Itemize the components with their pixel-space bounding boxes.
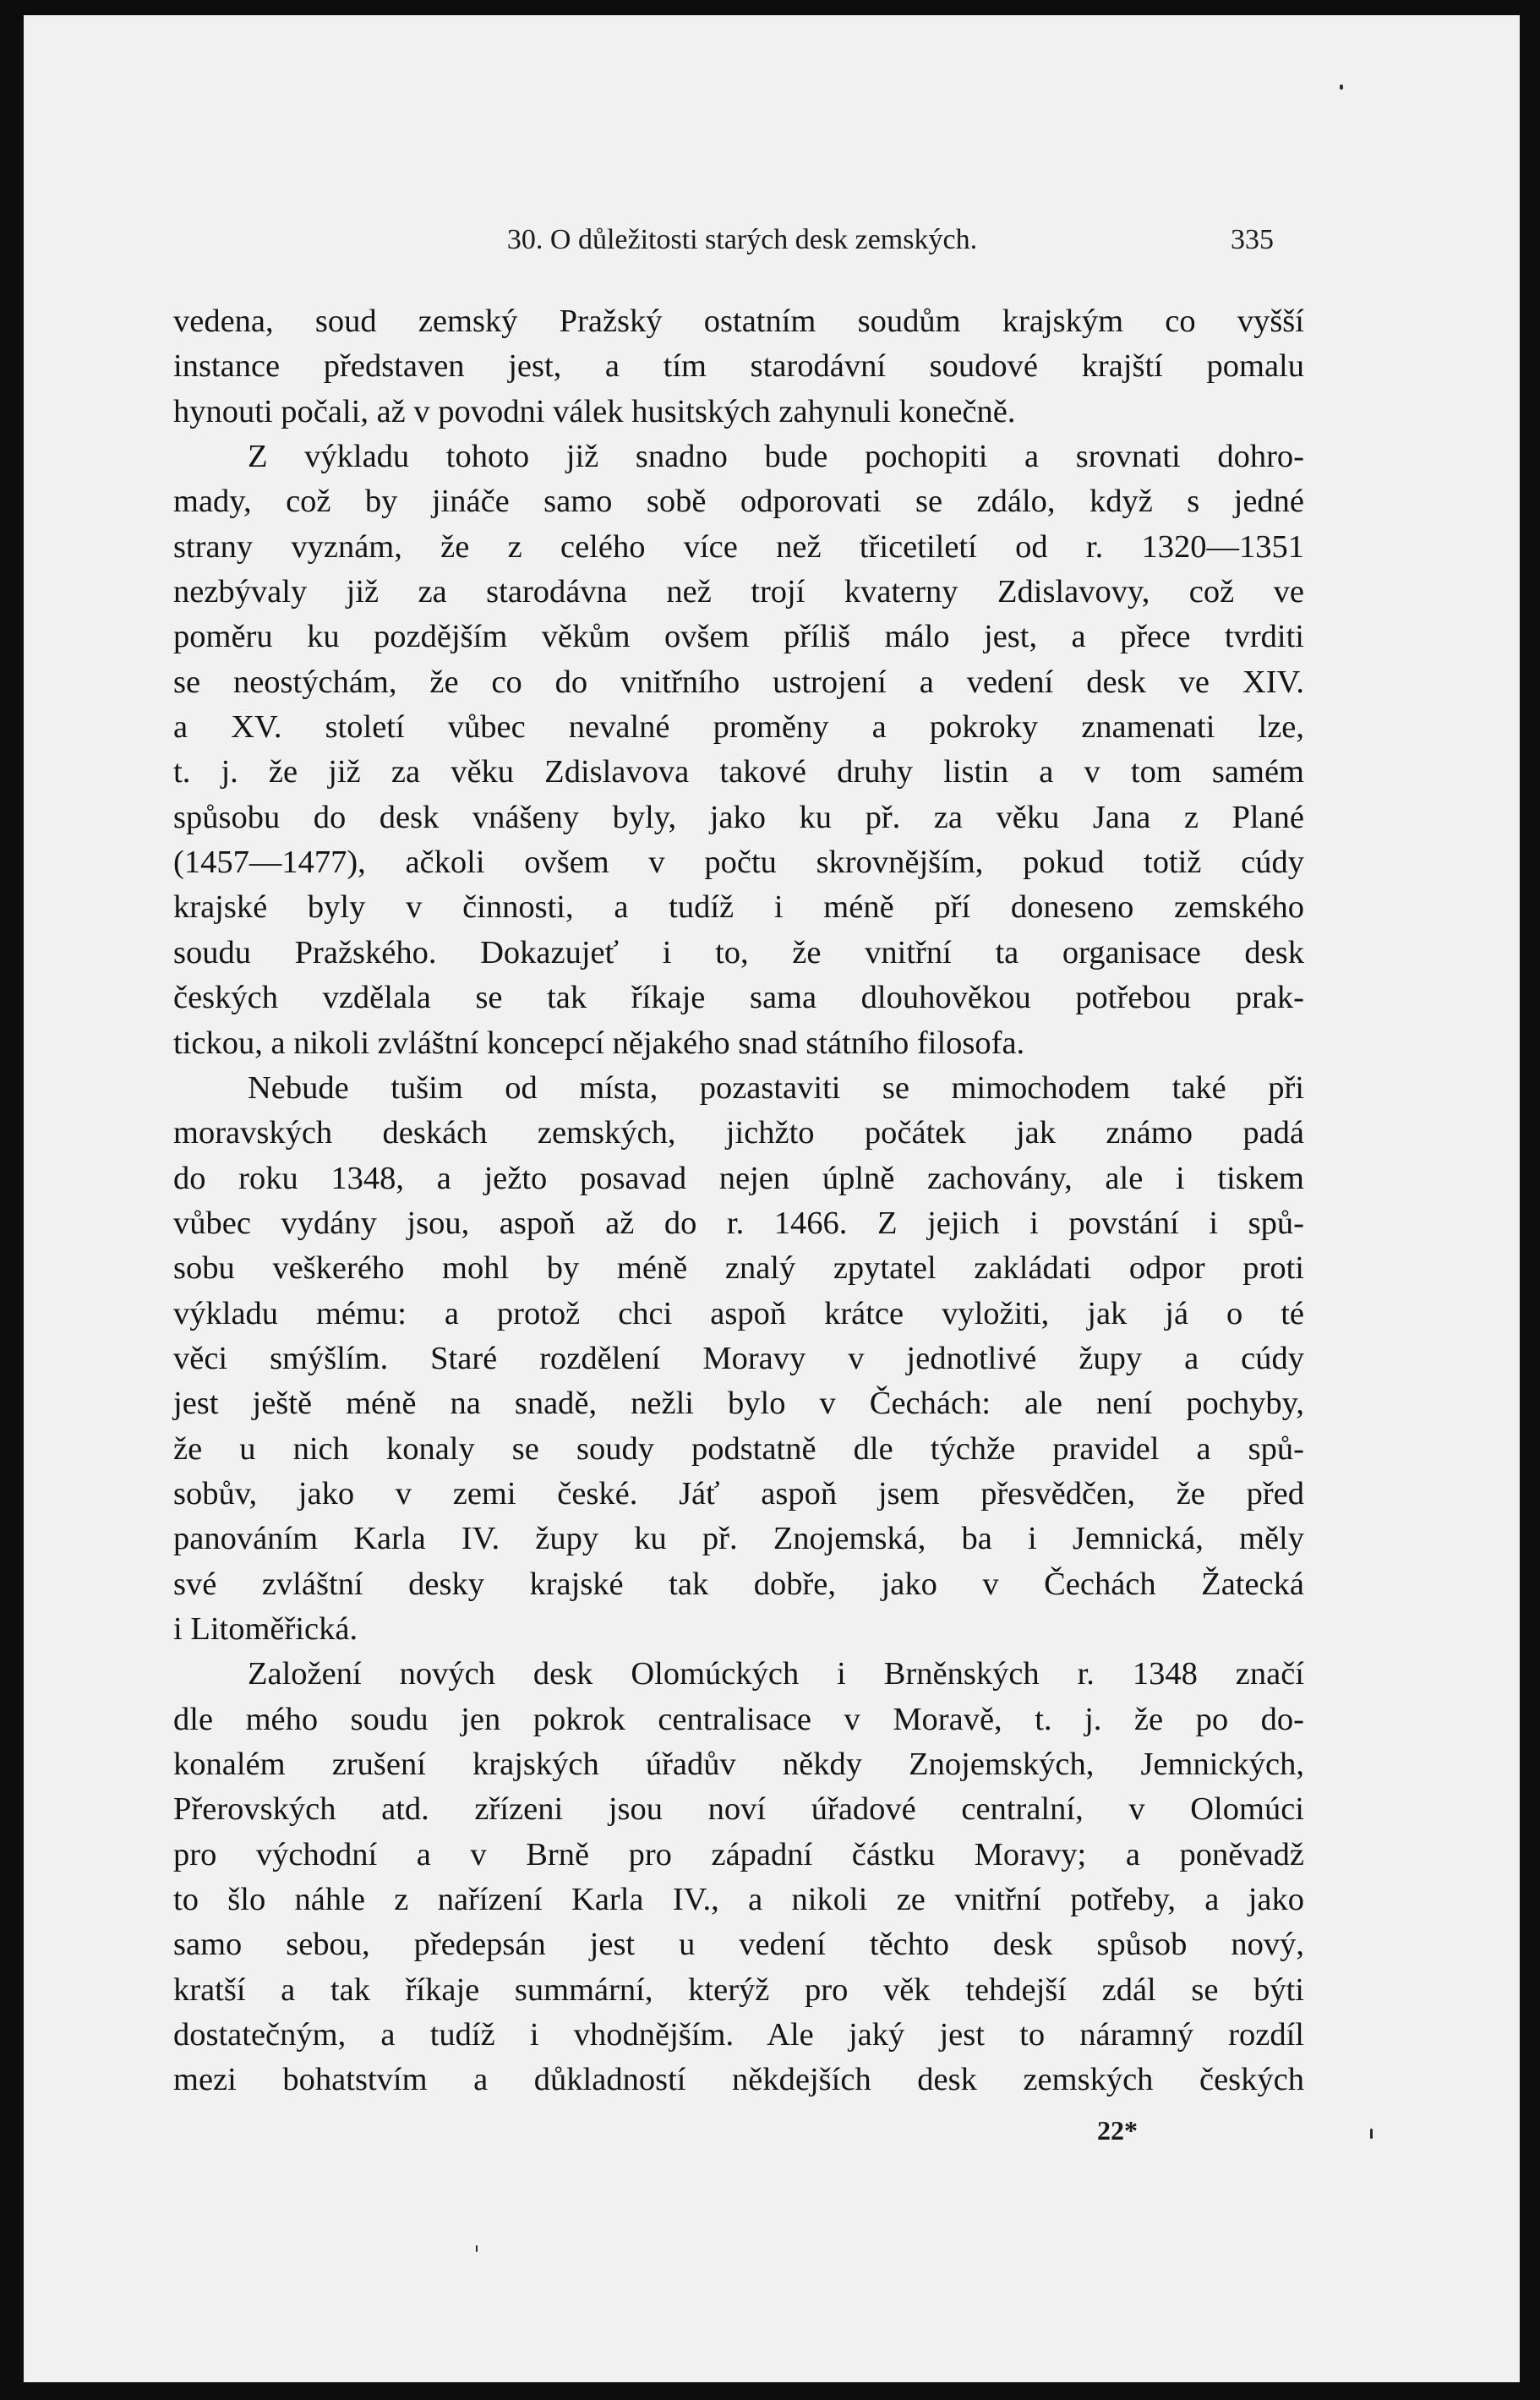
text-line: dostatečným, a tudíž i vhodnějším. Ale jaký jest to náramný rozdíl [173, 2017, 1304, 2053]
text-line: se neostýchám, že co do vnitřního ustrojení a vedení desk ve XIV. [173, 664, 1304, 700]
text-line: hynouti počali, až v povodni válek husitských zahynuli konečně. [173, 393, 1016, 429]
text-line: soudu Pražského. Dokazujeť i to, že vnitřní ta organisace desk [173, 934, 1304, 970]
text-line: poměru ku pozdějším věkům ovšem příliš málo jest, a přece tvrditi [173, 619, 1304, 655]
text-line: kratší a tak říkaje summární, kterýž pro věk tehdejší zdál se býti [173, 1971, 1304, 2008]
text-line: i Litoměřická. [173, 1610, 358, 1647]
text-line: Z výkladu tohoto již snadno bude pochopiti a srovnati dohro- [248, 439, 1304, 475]
text-line: že u nich konaly se soudy podstatně dle týchže pravidel a spů- [173, 1430, 1304, 1467]
text-line: sobův, jako v zemi české. Jáť aspoň jsem přesvědčen, že před [173, 1475, 1304, 1512]
text-line: vedena, soud zemský Pražský ostatním soudům krajským co vyšší [173, 303, 1304, 339]
text-line: své zvláštní desky krajské tak dobře, jako v Čechách Žatecká [173, 1566, 1304, 1602]
running-title: 30. O důležitosti starých desk zemských. [506, 224, 978, 255]
text-line: vůbec vydány jsou, aspoň až do r. 1466. Z jejich i povstání i spů- [173, 1205, 1304, 1241]
text-line: to šlo náhle z nařízení Karla IV., a nikoli ze vnitřní potřeby, a jako [173, 1882, 1304, 1918]
text-line: mady, což by jináče samo sobě odporovati se zdálo, když s jedné [173, 484, 1304, 520]
text-line: strany vyznám, že z celého více než třicetiletí od r. 1320—1351 [173, 528, 1304, 565]
text-line: krajské byly v činnosti, a tudíž i méně pří doneseno zemského [173, 889, 1304, 926]
book-page [24, 15, 1520, 2382]
text-line: konalém zrušení krajských úřadův někdy Znojemských, Jemnických, [173, 1747, 1304, 1782]
text-line: samo sebou, předepsán jest u vedení těchto desk spůsob nový, [173, 1927, 1304, 1963]
text-line: Nebude tušim od místa, pozastaviti se mimochodem také při [248, 1069, 1304, 1106]
text-line: sobu veškerého mohl by méně znalý zpytatel zakládati odpor proti [173, 1250, 1304, 1287]
text-line: pro východní a v Brně pro západní částku Moravy; a poněvadž [173, 1836, 1304, 1872]
text-line: jest ještě méně na snadě, nežli bylo v Čechách: ale není pochyby, [173, 1386, 1304, 1422]
text-line: moravských deskách zemských, jichžto počátek jak známo padá [173, 1115, 1304, 1151]
text-line: (1457—1477), ačkoli ovšem v počtu skrovnějším, pokud totiž cúdy [173, 845, 1304, 881]
signature-mark: 22* [1097, 2115, 1138, 2146]
text-line: a XV. století vůbec nevalné proměny a pokroky znamenati lze, [173, 709, 1304, 746]
text-line: mezi bohatstvím a důkladností někdejších desk zemských českých [173, 2062, 1304, 2098]
text-line: Přerovských atd. zřízeni jsou noví úřadové centralní, v Olomúci [173, 1791, 1304, 1828]
text-line: spůsobu do desk vnášeny byly, jako ku př. za věku Jana z Plané [173, 799, 1304, 835]
text-line: instance představen jest, a tím starodávní soudové krajští pomalu [173, 348, 1304, 385]
text-line: nezbývaly již za starodávna než trojí kvaterny Zdislavovy, což ve [173, 574, 1304, 610]
text-line: Založení nových desk Olomúckých i Brněnských r. 1348 značí [248, 1656, 1304, 1692]
ink-speck [476, 2245, 478, 2252]
text-line: do roku 1348, a ježto posavad nejen úplně zachovány, ale i tiskem [173, 1160, 1304, 1196]
ink-speck [1370, 2129, 1373, 2139]
text-line: věci smýšlím. Staré rozdělení Moravy v jednotlivé župy a cúdy [173, 1340, 1304, 1376]
text-line: panováním Karla IV. župy ku př. Znojemská, ba i Jemnická, měly [173, 1521, 1304, 1557]
text-line: českých vzdělala se tak říkaje sama dlouhověkou potřebou prak- [173, 980, 1304, 1016]
ink-speck [1340, 85, 1343, 90]
text-line: výkladu mému: a protož chci aspoň krátce vyložiti, jak já o té [173, 1295, 1304, 1331]
body-text [173, 299, 1304, 2103]
page-number: 335 [1231, 224, 1274, 255]
text-line: t. j. že již za věku Zdislavova takové druhy listin a v tom samém [173, 754, 1304, 790]
text-line: tickou, a nikoli zvláštní koncepcí nějakého snad státního filosofa. [173, 1025, 1025, 1061]
text-line: dle mého soudu jen pokrok centralisace v Moravě, t. j. že po do- [173, 1701, 1304, 1737]
